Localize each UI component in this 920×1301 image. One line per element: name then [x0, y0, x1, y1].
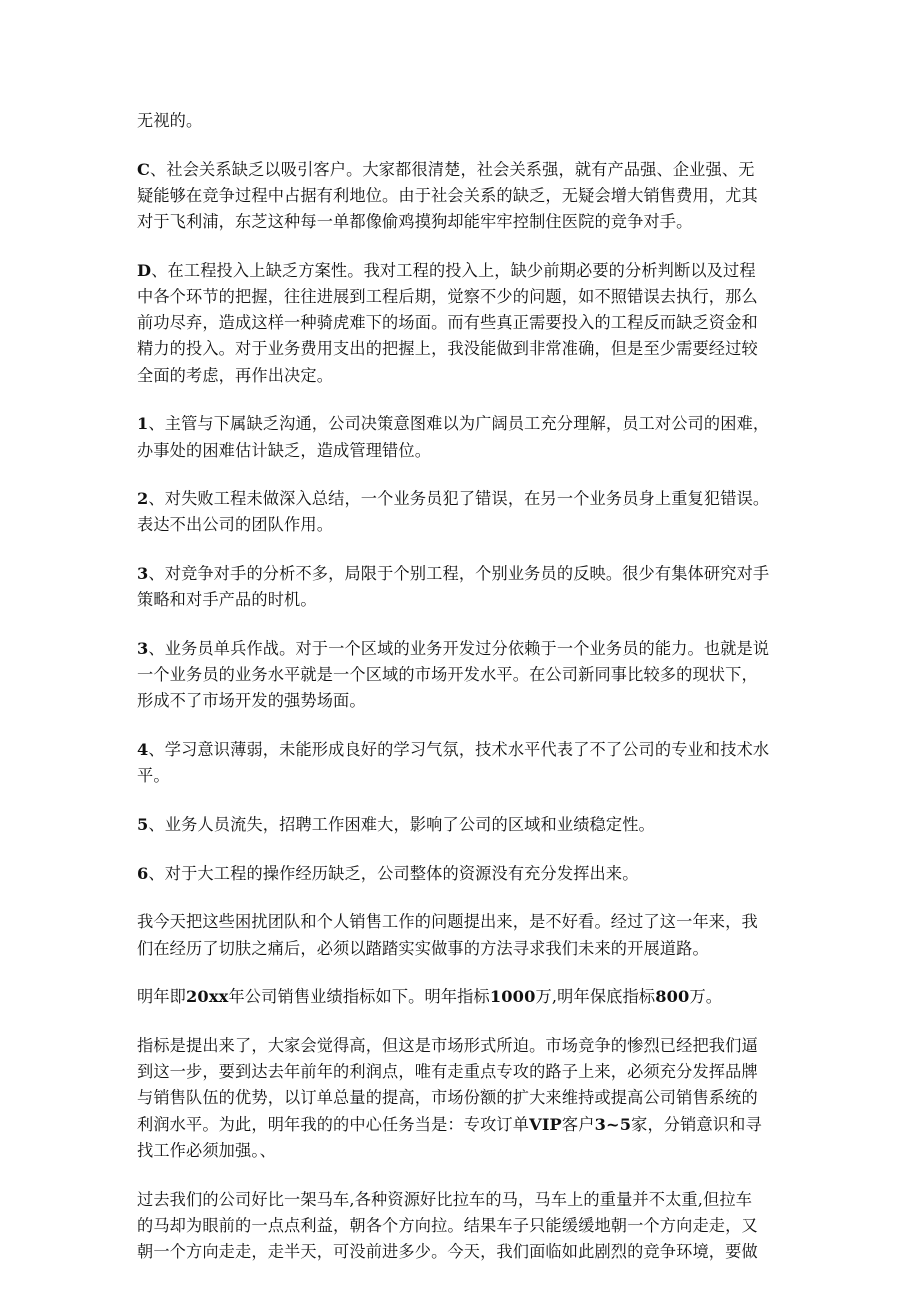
paragraph-c-social-relations: C、社会关系缺乏以吸引客户。大家都很清楚，社会关系强，就有产品强、企业强、无 疑能够在竞争过程中占据有利地位。由于社会关系的缺乏，无疑会增大销售费用，尤其 对于飞利浦，东芝这种每一单都像偷鸡摸狗却能牢牢控制住医院的竞争对手。 — [137, 159, 758, 232]
paragraph-targets-explanation: 指标是提出来了，大家会觉得高，但这是市场形式所迫。市场竞争的惨烈已经把我们逼 到这一步，要到达去年前年的利润点，唯有走重点专攻的路子上来，必须充分发挥品牌 与销售队伍的优势，以订单总量的提高，市场份额的扩大来维持或提高公司销售系统的 利润水平。为此，明年我的的中心任务当是：专攻订单VIP客户3~5家，分销意识和寻 找工作必须加强。、 — [137, 1036, 762, 1160]
paragraph-sales-targets: 明年即20xx年公司销售业绩指标如下。明年指标1000万,明年保底指标800万。 — [137, 987, 723, 1007]
paragraph-problems-summary: 我今天把这些困扰团队和个人销售工作的问题提出来，是不好看。经过了这一年来，我 们在经历了切肤之痛后，必须以踏踏实实做事的方法寻求我们未来的开展道路。 — [137, 912, 758, 958]
paragraph-2-failure-review: 2、对失败工程未做深入总结，一个业务员犯了错误，在另一个业务员身上重复犯错误。 表达不出公司的团队作用。 — [137, 489, 770, 535]
paragraph-conclusion-fragment: 无视的。 — [137, 111, 203, 130]
document-page — [137, 108, 797, 1288]
paragraph-3-solo-sales: 3、业务员单兵作战。对于一个区域的业务开发过分依赖于一个业务员的能力。也就是说 一个业务员的业务水平就是一个区域的市场开发水平。在公司新同事比较多的现状下， 形成不了市场开发的强势场面。 — [137, 639, 770, 711]
paragraph-5-staff-turnover: 5、业务人员流失，招聘工作困难大，影响了公司的区域和业绩稳定性。 — [137, 815, 655, 835]
paragraph-1-communication: 1、主管与下属缺乏沟通，公司决策意图难以为广阔员工充分理解，员工对公司的困难， 办事处的困难估计缺乏，造成管理错位。 — [137, 414, 770, 460]
paragraph-4-learning: 4、学习意识薄弱，未能形成良好的学习气氛，技术水平代表了不了公司的专业和技术水 平。 — [137, 740, 770, 786]
paragraph-d-project-investment: D、在工程投入上缺乏方案性。我对工程的投入上，缺少前期必要的分析判断以及过程 中各个环节的把握，往往进展到工程后期，觉察不少的问题，如不照错误去执行，那么 前功尽弃，造成这样一种骑虎难下的场面。而有些真正需要投入的工程反而缺乏资金和 精力的投入。对于业务费用支出的把握上，我没能做到非常准确，但是至少需要经过较 全面的考虑，再作出决定。 — [137, 260, 758, 385]
paragraph-carriage-metaphor: 过去我们的公司好比一架马车,各种资源好比拉车的马，马车上的重量并不太重,但拉车 的马却为眼前的一点点利益，朝各个方向拉。结果车子只能缓缓地朝一个方向走走，又 朝一个方向走走，走半天，可没前进多少。今天，我们面临如此剧烈的竞争环境，要做 — [137, 1189, 758, 1261]
paragraph-6-large-projects: 6、对于大工程的操作经历缺乏，公司整体的资源没有充分发挥出来。 — [137, 863, 639, 883]
paragraph-3-competitor-analysis: 3、对竞争对手的分析不多，局限于个别工程，个别业务员的反映。很少有集体研究对手 策略和对手产品的时机。 — [137, 564, 770, 610]
